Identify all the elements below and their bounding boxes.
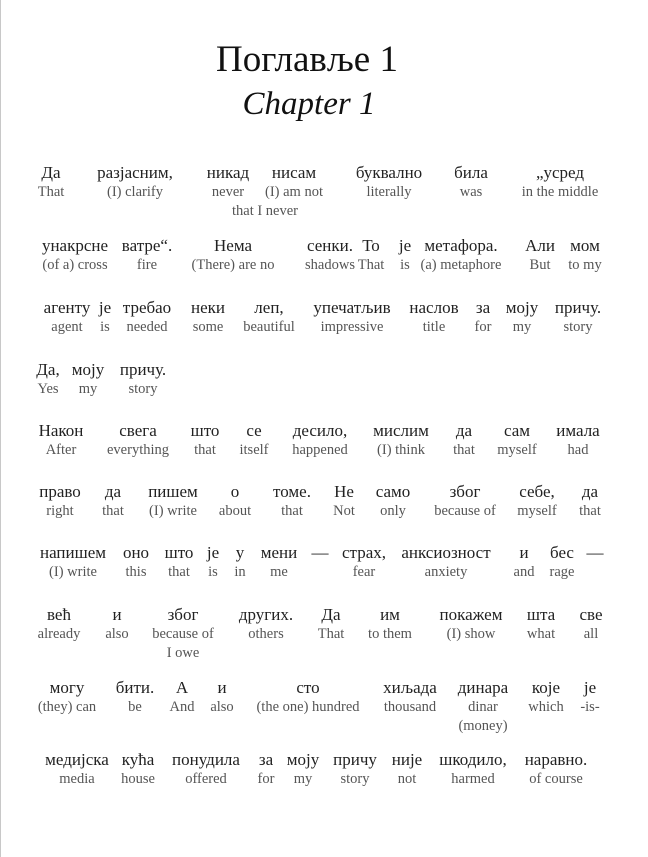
source-word: динара xyxy=(457,678,509,697)
word-pair xyxy=(99,298,111,337)
source-word: кућа xyxy=(121,750,155,769)
source-word: буквално xyxy=(355,163,423,182)
word-pair xyxy=(273,482,311,521)
word-pair xyxy=(120,360,166,399)
source-word: о xyxy=(230,482,240,501)
source-word: је xyxy=(98,298,112,317)
source-word: због xyxy=(449,482,481,501)
source-word: сам xyxy=(503,421,531,440)
source-word: агенту xyxy=(43,298,91,317)
gloss-word: shadows xyxy=(305,257,355,273)
word-pair xyxy=(192,236,275,275)
gloss-word: needed xyxy=(126,319,168,335)
source-word: ватре“. xyxy=(121,236,173,255)
word-pair xyxy=(102,482,124,521)
source-word: — xyxy=(586,543,604,562)
word-pair xyxy=(191,421,220,460)
gloss-word: rage xyxy=(549,564,575,580)
interlinear-line xyxy=(0,543,648,603)
gloss-word: for xyxy=(257,771,275,787)
word-pair xyxy=(409,298,458,337)
word-pair xyxy=(123,298,171,337)
gloss-word: (money) xyxy=(458,718,508,734)
source-word: могу xyxy=(49,678,85,697)
source-word: понудила xyxy=(172,750,240,769)
gloss-word: also xyxy=(105,626,129,642)
source-word: пишем xyxy=(148,482,198,501)
word-pair xyxy=(376,482,411,521)
gloss-word: is xyxy=(208,564,218,580)
word-pair xyxy=(210,678,233,717)
source-word: и xyxy=(519,543,529,562)
gloss-word: my xyxy=(512,319,532,335)
word-pair xyxy=(240,421,269,460)
source-word: свега xyxy=(119,421,157,440)
source-word: разјасним, xyxy=(97,163,173,182)
gloss-word: what xyxy=(526,626,556,642)
gloss-continuation xyxy=(458,717,507,736)
word-pair xyxy=(517,482,556,521)
word-pair xyxy=(458,678,508,717)
source-word: Након xyxy=(38,421,84,440)
word-pair xyxy=(207,543,219,582)
gloss-word: already xyxy=(37,626,81,642)
source-word: нисам xyxy=(271,163,317,182)
word-pair xyxy=(453,421,475,460)
source-word: десило, xyxy=(292,421,348,440)
gloss-word: -is- xyxy=(580,699,600,715)
gloss-word: others xyxy=(248,626,284,642)
word-pair xyxy=(165,543,194,582)
source-word: оно xyxy=(122,543,150,562)
source-word: Не xyxy=(334,482,354,501)
word-pair xyxy=(42,236,108,275)
gloss-word: (I) clarify xyxy=(107,184,163,200)
source-word: се xyxy=(246,421,262,440)
source-word: покажем xyxy=(439,605,503,624)
source-word: шкодило, xyxy=(439,750,507,769)
word-pair xyxy=(45,750,109,789)
gloss-word: never xyxy=(211,184,245,200)
source-word: упечатљив xyxy=(313,298,391,317)
word-pair xyxy=(454,163,488,202)
source-word: све xyxy=(579,605,603,624)
word-pair xyxy=(440,605,503,644)
gloss-word: and xyxy=(513,564,535,580)
source-word: Да xyxy=(41,163,61,182)
source-word: метафора. xyxy=(424,236,498,255)
source-word: медијска xyxy=(45,750,109,769)
word-pair xyxy=(105,605,128,644)
gloss-word: me xyxy=(270,564,288,580)
word-pair xyxy=(39,482,81,521)
gloss-word: fire xyxy=(136,257,158,273)
source-word: за xyxy=(475,298,491,317)
gloss-word: (I) think xyxy=(377,442,425,458)
source-word: Да xyxy=(321,605,341,624)
source-word: А xyxy=(175,678,189,697)
interlinear-line xyxy=(0,163,648,223)
gloss-word: of course xyxy=(529,771,583,787)
source-word: никад xyxy=(206,163,250,182)
gloss-word: that xyxy=(102,503,124,519)
word-pair xyxy=(527,605,555,644)
word-pair xyxy=(38,163,65,202)
word-pair xyxy=(44,298,91,337)
gloss-word: (I) write xyxy=(149,503,197,519)
gloss-word: (I) write xyxy=(49,564,97,580)
gloss-word: be xyxy=(128,699,142,715)
source-word: имала xyxy=(556,421,600,440)
gloss-word: to my xyxy=(568,257,602,273)
word-pair xyxy=(528,678,563,717)
word-pair xyxy=(356,163,422,202)
chapter-title: Поглавље 1 xyxy=(216,39,398,80)
source-word: за xyxy=(258,750,274,769)
gloss-word: agent xyxy=(51,319,83,335)
gloss-word: (There) are no xyxy=(191,257,275,273)
word-pair xyxy=(219,482,251,521)
source-word: причу. xyxy=(119,360,167,379)
word-pair xyxy=(261,543,298,582)
source-word: мислим xyxy=(373,421,429,440)
interlinear-line xyxy=(0,605,648,665)
word-pair xyxy=(39,421,84,460)
word-pair xyxy=(97,163,173,202)
word-pair xyxy=(475,298,492,337)
source-word: да xyxy=(581,482,599,501)
interlinear-line xyxy=(0,482,648,542)
gloss-word: right xyxy=(46,503,74,519)
gloss-word: house xyxy=(121,771,155,787)
source-word: бити. xyxy=(115,678,155,697)
source-word: право xyxy=(39,482,81,501)
source-word: моју xyxy=(71,360,105,379)
source-word: томе. xyxy=(273,482,311,501)
gloss-word: my xyxy=(293,771,313,787)
source-word: причу xyxy=(333,750,377,769)
gloss-word: That xyxy=(317,626,345,642)
source-word: леп, xyxy=(254,298,284,317)
source-word: требао xyxy=(122,298,172,317)
word-pair xyxy=(550,543,575,582)
word-pair xyxy=(256,678,359,717)
word-pair xyxy=(312,543,329,582)
gloss-word: Yes xyxy=(37,381,59,397)
word-pair xyxy=(556,421,599,460)
source-word: анксиозност xyxy=(401,543,491,562)
gloss-word: everything xyxy=(106,442,170,458)
gloss-word: offered xyxy=(185,771,227,787)
source-word: других. xyxy=(238,605,294,624)
gloss-word: story xyxy=(128,381,158,397)
interlinear-line xyxy=(0,236,648,296)
gloss-word: And xyxy=(169,699,195,715)
gloss-word: that I never xyxy=(231,203,299,219)
gloss-word: myself xyxy=(497,442,537,458)
gloss-word: to them xyxy=(368,626,412,642)
source-word: које xyxy=(531,678,561,697)
word-pair xyxy=(191,298,225,337)
gloss-word: (they) can xyxy=(37,699,97,715)
gloss-word: in xyxy=(234,564,246,580)
gloss-word: story xyxy=(563,319,593,335)
word-pair xyxy=(383,678,437,717)
word-pair xyxy=(373,421,429,460)
source-word: „усред xyxy=(535,163,585,182)
gloss-word: which xyxy=(528,699,564,715)
gloss-word: about xyxy=(218,503,252,519)
gloss-word: Not xyxy=(333,503,355,519)
word-pair xyxy=(399,236,411,275)
gloss-word: fear xyxy=(352,564,376,580)
source-word: неки xyxy=(191,298,225,317)
gloss-word: also xyxy=(210,699,234,715)
source-word: моју xyxy=(505,298,539,317)
gloss-word: itself xyxy=(239,442,269,458)
gloss-word: because of xyxy=(152,626,214,642)
source-word: наслов xyxy=(409,298,459,317)
word-pair xyxy=(170,678,195,717)
word-pair xyxy=(239,605,293,644)
word-pair xyxy=(313,298,390,337)
word-pair xyxy=(152,605,214,644)
word-pair xyxy=(72,360,104,399)
gloss-word xyxy=(312,563,329,582)
word-pair xyxy=(358,236,385,275)
gloss-word: That xyxy=(37,184,65,200)
word-pair xyxy=(121,750,155,789)
source-word: шта xyxy=(526,605,556,624)
gloss-word: that xyxy=(453,442,475,458)
word-pair xyxy=(580,678,599,717)
source-word: због xyxy=(167,605,199,624)
word-pair xyxy=(36,360,59,399)
interlinear-line xyxy=(0,750,648,810)
word-pair xyxy=(207,163,249,202)
interlinear-line xyxy=(0,678,648,738)
source-word: унакрсне xyxy=(41,236,109,255)
gloss-word: (I) show xyxy=(446,626,496,642)
gloss-continuation xyxy=(232,202,298,221)
gloss-word: title xyxy=(422,319,446,335)
word-pair xyxy=(392,750,422,789)
source-word: себе, xyxy=(519,482,555,501)
source-word: моју xyxy=(286,750,320,769)
source-word: што xyxy=(190,421,220,440)
source-word: је xyxy=(583,678,597,697)
word-pair xyxy=(116,678,155,717)
word-pair xyxy=(318,605,345,644)
source-word: већ xyxy=(47,605,71,624)
gloss-word: is xyxy=(400,257,410,273)
gloss-word: That xyxy=(357,257,385,273)
word-pair xyxy=(522,163,599,202)
source-word: мени xyxy=(260,543,298,562)
word-pair xyxy=(172,750,240,789)
gloss-word: impressive xyxy=(320,319,384,335)
source-word: хиљада xyxy=(383,678,437,697)
gloss-word: had xyxy=(567,442,589,458)
source-word: бес xyxy=(550,543,574,562)
gloss-word: happened xyxy=(292,442,348,458)
source-word: страх, xyxy=(342,543,386,562)
word-pair xyxy=(40,543,106,582)
gloss-word: story xyxy=(340,771,370,787)
gloss-word: (of a) cross xyxy=(42,257,108,273)
gloss-word: in the middle xyxy=(521,184,599,200)
gloss-word: that xyxy=(579,503,601,519)
gloss-word: my xyxy=(78,381,98,397)
source-word: је xyxy=(398,236,412,255)
interlinear-line xyxy=(0,360,648,420)
word-pair xyxy=(305,236,355,275)
gloss-word: (a) metaphore xyxy=(420,257,502,273)
gloss-word: harmed xyxy=(451,771,495,787)
word-pair xyxy=(123,543,149,582)
source-word: Нема xyxy=(213,236,253,255)
word-pair xyxy=(38,605,81,644)
source-word: Али xyxy=(525,236,555,255)
gloss-word: is xyxy=(100,319,110,335)
source-word: и xyxy=(217,678,227,697)
word-pair xyxy=(258,750,275,789)
gloss-word: thousand xyxy=(383,699,437,715)
source-word: да xyxy=(104,482,122,501)
source-word: им xyxy=(380,605,400,624)
source-word: напишем xyxy=(39,543,107,562)
word-pair xyxy=(514,543,535,582)
gloss-word: myself xyxy=(517,503,557,519)
word-pair xyxy=(555,298,601,337)
interlinear-line xyxy=(0,298,648,358)
source-word: Да, xyxy=(36,360,60,379)
gloss-word: dinar xyxy=(468,699,498,715)
gloss-word: (I) am not xyxy=(265,184,323,200)
word-pair xyxy=(579,482,601,521)
word-pair xyxy=(525,236,555,275)
gloss-word: that xyxy=(281,503,303,519)
word-pair xyxy=(292,421,348,460)
gloss-word: beautiful xyxy=(243,319,295,335)
word-pair xyxy=(497,421,536,460)
source-word: да xyxy=(455,421,473,440)
source-word: сто xyxy=(296,678,320,697)
word-pair xyxy=(243,298,295,337)
interlinear-line xyxy=(0,421,648,481)
gloss-word: But xyxy=(529,257,551,273)
word-pair xyxy=(434,482,496,521)
source-word: и xyxy=(112,605,122,624)
source-word: није xyxy=(391,750,423,769)
word-pair xyxy=(421,236,502,275)
gloss-word: (the one) hundred xyxy=(256,699,360,715)
word-pair xyxy=(368,605,412,644)
gloss-word: I owe xyxy=(166,645,200,661)
source-word: што xyxy=(164,543,194,562)
word-pair xyxy=(122,236,172,275)
word-pair xyxy=(38,678,96,717)
gloss-word: that xyxy=(168,564,190,580)
gloss-word: was xyxy=(459,184,483,200)
word-pair xyxy=(506,298,538,337)
word-pair xyxy=(579,605,602,644)
word-pair xyxy=(342,543,386,582)
word-pair xyxy=(333,482,355,521)
gloss-word: because of xyxy=(434,503,496,519)
source-word: То xyxy=(362,236,380,255)
word-pair xyxy=(439,750,506,789)
source-word: мом xyxy=(570,236,600,255)
word-pair xyxy=(148,482,198,521)
chapter-subtitle: Chapter 1 xyxy=(242,86,376,122)
word-pair xyxy=(107,421,169,460)
source-word: причу. xyxy=(554,298,602,317)
gloss-word xyxy=(587,563,604,582)
source-word: је xyxy=(206,543,220,562)
word-pair xyxy=(287,750,319,789)
gloss-word: all xyxy=(583,626,599,642)
source-word: у xyxy=(235,543,245,562)
gloss-word: some xyxy=(192,319,224,335)
word-pair xyxy=(568,236,601,275)
word-pair xyxy=(401,543,490,582)
source-word: наравно. xyxy=(524,750,588,769)
word-pair xyxy=(265,163,323,202)
source-word: — xyxy=(311,543,329,562)
word-pair xyxy=(525,750,588,789)
gloss-word: this xyxy=(125,564,147,580)
gloss-word: for xyxy=(474,319,492,335)
source-word: само xyxy=(375,482,411,501)
gloss-word: only xyxy=(380,503,406,519)
gloss-word: literally xyxy=(366,184,412,200)
gloss-word: After xyxy=(45,442,77,458)
source-word: била xyxy=(454,163,488,182)
word-pair xyxy=(234,543,245,582)
gloss-word: not xyxy=(397,771,417,787)
gloss-continuation xyxy=(167,644,200,663)
word-pair xyxy=(587,543,604,582)
gloss-word: that xyxy=(194,442,216,458)
word-pair xyxy=(333,750,377,789)
gloss-word: anxiety xyxy=(424,564,468,580)
gloss-word: media xyxy=(59,771,95,787)
source-word: сенки. xyxy=(306,236,354,255)
